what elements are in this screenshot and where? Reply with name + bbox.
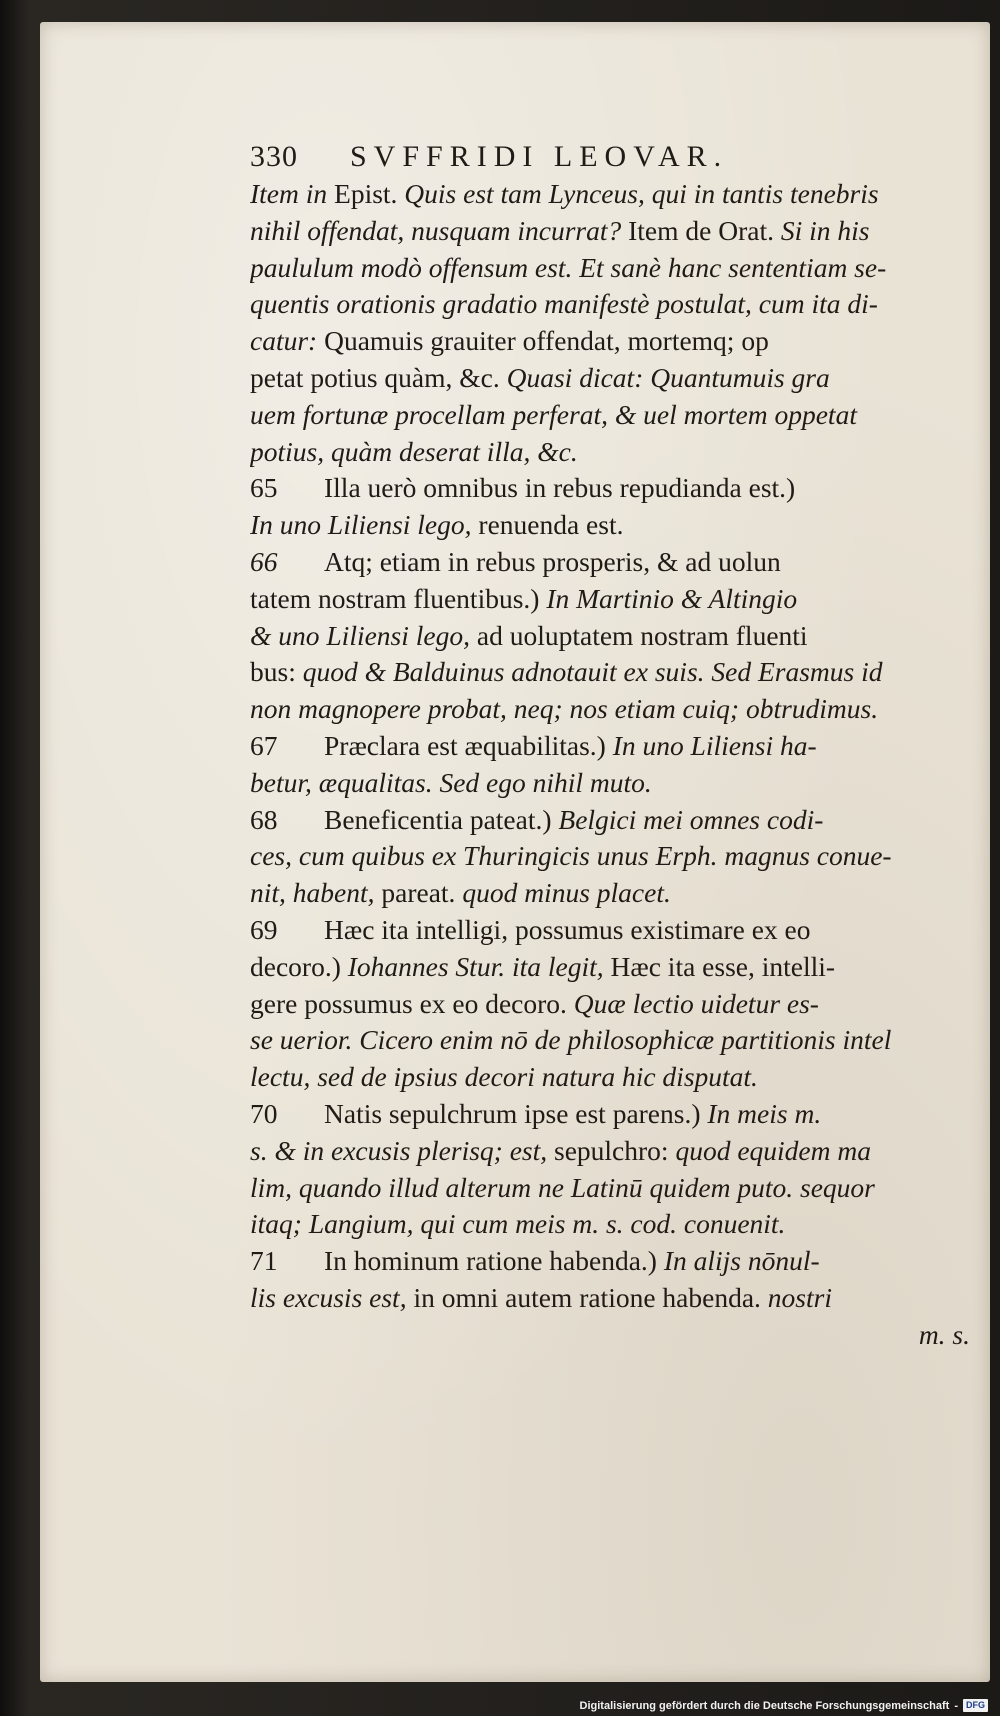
text-line: [250, 654, 970, 691]
note-number: 67: [250, 729, 278, 761]
text-segment: sepulchro:: [554, 1134, 676, 1166]
text-line: [250, 949, 970, 986]
text-segment: nihil offendat, nusquam incurrat?: [250, 214, 629, 246]
text-segment: In hominum ratione habenda.): [324, 1245, 664, 1277]
text-segment: Iohannes Stur. ita legit,: [347, 950, 611, 982]
text-line: [250, 1170, 970, 1207]
text-segment: petat potius quàm, &c.: [250, 361, 507, 393]
text-line: [250, 875, 970, 912]
text-segment: Item de Orat.: [628, 214, 781, 246]
note-number: 66: [250, 545, 278, 577]
text-segment: m. s.: [918, 1318, 970, 1350]
text-segment: lim, quando illud alterum ne Latinū quidem puto. sequor: [250, 1171, 875, 1203]
note-number: 65: [250, 472, 278, 504]
dfg-logo-icon: DFG: [963, 1699, 988, 1712]
text-segment: tatem nostram fluentibus.): [250, 582, 547, 614]
text-line: [250, 250, 970, 287]
text-segment: Quis est tam Lynceus, qui in tantis tenebris: [404, 178, 879, 209]
text-segment: renuenda est.: [478, 509, 624, 541]
text-segment: Quamuis grauiter offendat, mortemq; op: [324, 325, 769, 357]
running-head-title: SVFFRIDI LEOVAR.: [350, 140, 729, 173]
text-segment: lis excusis est,: [250, 1281, 414, 1313]
text-segment: in omni autem ratione habenda.: [413, 1281, 768, 1313]
text-segment: In alijs nōnul-: [663, 1245, 820, 1277]
text-segment: decoro.): [250, 950, 348, 982]
footer-credit: Digitalisierung gefördert durch die Deutsche Forschungsgemeinschaft - DFG: [580, 1699, 988, 1712]
text-line: [250, 728, 970, 765]
text-segment: potius, quàm deserat illa, &c.: [250, 435, 578, 467]
text-segment: Si in his: [780, 214, 870, 246]
text-segment: pareat.: [381, 877, 463, 909]
text-segment: Et sanè hanc sententiam se-: [579, 251, 887, 283]
text-line: [250, 1059, 970, 1096]
text-line: [250, 213, 970, 250]
text-segment: Hæc ita esse, intelli-: [610, 950, 836, 982]
text-line: [250, 434, 970, 471]
text-segment: bus:: [250, 656, 303, 688]
text-segment: quod minus placet.: [462, 877, 671, 909]
text-segment: Natis sepulchrum ipse est parens.): [324, 1097, 708, 1129]
text-line: [250, 1022, 970, 1059]
text-line: [250, 323, 970, 360]
text-segment: In meis m.: [707, 1097, 822, 1129]
book-page: [40, 22, 990, 1682]
text-segment: Quasi dicat: Quantumuis gra: [506, 361, 830, 393]
text-line: [250, 360, 970, 397]
text-segment: quod & Balduinus adnotauit ex suis. Sed Erasmus id: [302, 656, 883, 688]
text-segment: Præclara est æquabilitas.): [324, 729, 613, 761]
text-segment: uem fortunæ procellam perferat, & uel mortem oppetat: [250, 398, 857, 430]
text-segment: Illa uerò omnibus in rebus repudianda est.): [324, 472, 796, 504]
note-number: 71: [250, 1245, 278, 1277]
text-segment: Beneficentia pateat.): [324, 803, 559, 835]
text-line: [250, 1133, 970, 1170]
text-segment: ces, cum quibus ex Thuringicis unus Erph. magnus conue-: [250, 840, 892, 872]
text-segment: quod equidem ma: [675, 1134, 871, 1166]
text-segment: quentis orationis gradatio manifestè postulat, cum ita di-: [250, 288, 878, 320]
text-segment: Atq; etiam in rebus prosperis, & ad uolun: [324, 545, 781, 577]
text-segment: & uno Liliensi lego,: [250, 619, 477, 651]
text-segment: In uno Liliensi lego,: [250, 509, 479, 541]
page-number: 330: [250, 140, 298, 173]
text-segment: lectu, sed de ipsius decori natura hic disputat.: [250, 1061, 758, 1093]
text-segment: itaq; Langium, qui cum meis m. s. cod. conuenit.: [250, 1208, 786, 1240]
text-segment: paululum modò offensum est.: [250, 251, 580, 283]
body-text: [250, 176, 970, 1354]
text-segment: betur, æqualitas. Sed ego nihil muto.: [250, 766, 652, 798]
text-block: [250, 134, 970, 1354]
text-segment: In Martinio & Altingio: [546, 582, 798, 614]
text-line: [250, 286, 970, 323]
text-line: [250, 1206, 970, 1243]
text-line: [250, 618, 970, 655]
text-line: [250, 176, 970, 213]
text-line: [250, 544, 970, 581]
text-line: [250, 912, 970, 949]
text-segment: In uno Liliensi ha-: [612, 729, 817, 761]
text-line: [250, 1096, 970, 1133]
text-line: [250, 1280, 970, 1317]
text-segment: Item in: [250, 178, 335, 209]
note-number: 70: [250, 1097, 278, 1129]
text-line: [250, 691, 970, 728]
text-line: [250, 507, 970, 544]
text-segment: gere possumus ex eo decoro.: [250, 987, 574, 1019]
note-number: 68: [250, 803, 278, 835]
text-segment: ad uoluptatem nostram fluenti: [476, 619, 808, 651]
text-line: [250, 765, 970, 802]
text-segment: se uerior. Cicero enim nō de philosophicæ partitionis intel: [250, 1024, 892, 1056]
text-segment: Hæc ita intelligi, possumus existimare ex eo: [324, 913, 811, 945]
text-segment: Epist.: [334, 178, 405, 209]
note-number: 69: [250, 913, 278, 945]
text-segment: Quæ lectio uidetur es-: [573, 987, 819, 1019]
text-line: [250, 986, 970, 1023]
running-header: [250, 134, 970, 174]
text-line: [250, 802, 970, 839]
text-segment: non magnopere probat, neq; nos etiam cuiq; obtrudimus.: [250, 693, 879, 725]
text-line: [250, 838, 970, 875]
text-line: [250, 397, 970, 434]
text-segment: nit, habent,: [250, 877, 382, 909]
text-line: [250, 470, 970, 507]
text-line: [250, 1317, 970, 1354]
text-segment: s. & in excusis plerisq; est,: [250, 1134, 554, 1166]
text-segment: catur:: [250, 325, 325, 357]
text-segment: nostri: [767, 1281, 832, 1313]
footer-credit-text: Digitalisierung gefördert durch die Deutsche Forschungsgemeinschaft: [579, 1699, 950, 1712]
text-segment: Belgici mei omnes codi-: [558, 803, 824, 835]
text-line: [250, 581, 970, 618]
text-line: [250, 1243, 970, 1280]
